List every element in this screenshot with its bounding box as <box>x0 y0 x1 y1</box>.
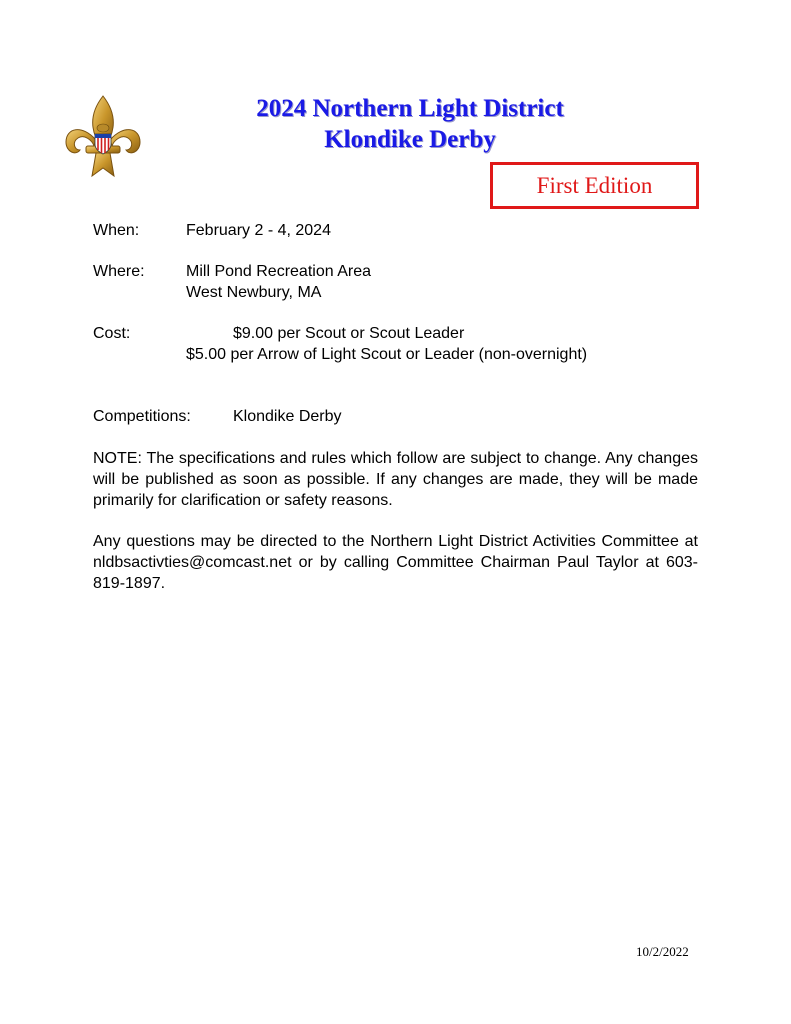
cost-label: Cost: <box>93 325 131 342</box>
footer-date: 10/2/2022 <box>636 944 689 959</box>
where-line-2: West Newbury, MA <box>186 284 322 301</box>
edition-label: First Edition <box>536 172 653 198</box>
cost-line-1: $9.00 per Scout or Scout Leader <box>233 325 465 342</box>
document-title <box>160 93 660 155</box>
when-label: When: <box>93 222 140 239</box>
where-label: Where: <box>93 263 145 280</box>
title-line-2: Klondike Derby <box>324 126 496 153</box>
title-line-1: 2024 Northern Light District <box>256 95 564 122</box>
competitions-value: Klondike Derby <box>233 408 342 425</box>
competitions-label: Competitions: <box>93 408 191 425</box>
cost-line-2: $5.00 per Arrow of Light Scout or Leader (non-overnight) <box>186 346 588 363</box>
where-line-1: Mill Pond Recreation Area <box>186 263 371 280</box>
when-value: February 2 - 4, 2024 <box>186 222 331 239</box>
note-paragraph: NOTE: The specifications and rules which follow are subject to change. Any changes will be published as soon as possible. If any changes are made, they will be made primarily for clarification or safety reasons. <box>93 450 698 509</box>
edition-badge <box>490 162 699 209</box>
questions-paragraph: Any questions may be directed to the Northern Light District Activities Committee at nldbsactivties@comcast.net or by calling Committee Chairman Paul Taylor at 603-819-1897. <box>93 533 698 592</box>
fleur-de-lis-icon <box>62 94 144 182</box>
